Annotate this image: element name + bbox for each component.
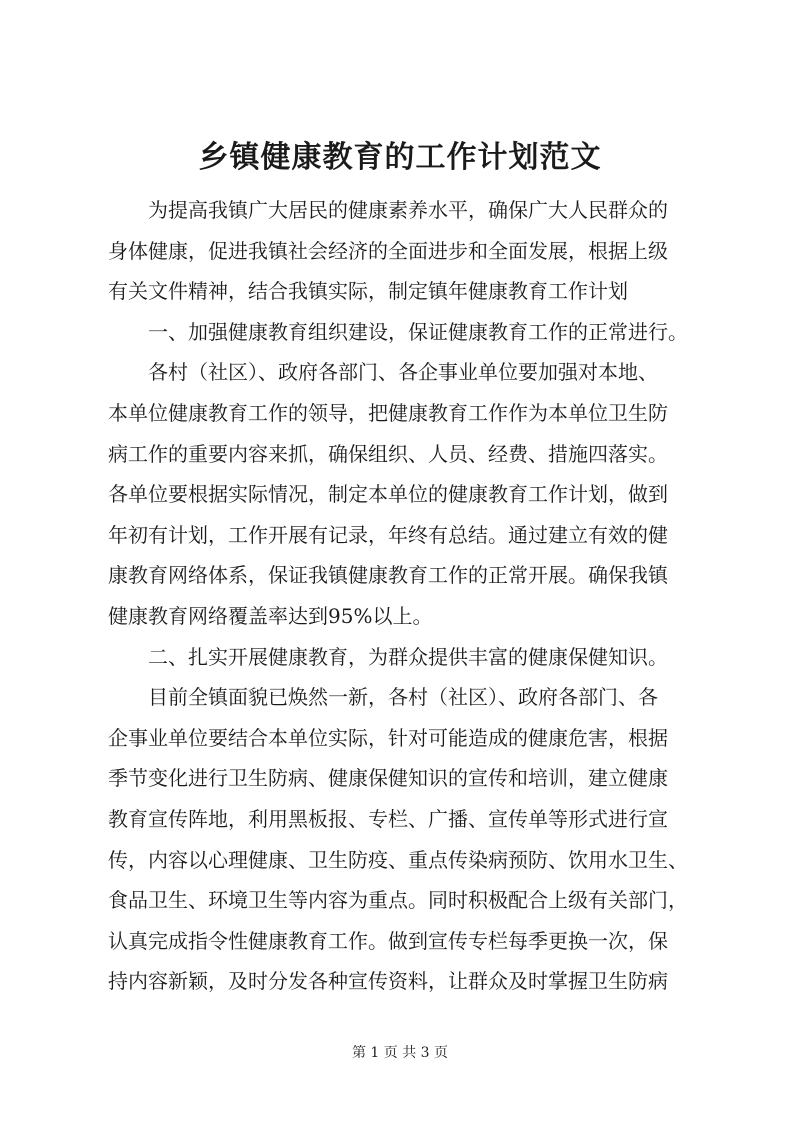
body-line-10: 康教育网络体系，保证我镇健康教育工作的正常开展。确保我镇 [108, 563, 668, 588]
document-body [108, 190, 708, 1002]
body-line-11: 健康教育网络覆盖率达到95%以上。 [108, 603, 433, 628]
body-line-16: 教育宣传阵地，利用黑板报、专栏、广播、宣传单等形式进行宣 [108, 806, 668, 831]
body-line-9: 年初有计划，工作开展有记录，年终有总结。通过建立有效的健 [108, 522, 668, 547]
body-line-20: 持内容新颖，及时分发各种宣传资料，让群众及时掌握卫生防病 [108, 969, 668, 994]
body-line-7: 病工作的重要内容来抓，确保组织、人员、经费、措施四落实。 [108, 441, 668, 466]
body-line-5: 各村（社区）、政府各部门、各企事业单位要加强对本地、 [148, 360, 658, 385]
section-heading-1: 一、加强健康教育组织建设，保证健康教育工作的正常进行。 [148, 319, 688, 344]
body-line-17: 传，内容以心理健康、卫生防疫、重点传染病预防、饮用水卫生、 [108, 847, 688, 872]
body-line-3: 有关文件精神，结合我镇实际，制定镇年健康教育工作计划 [108, 279, 628, 304]
body-line-14: 企事业单位要结合本单位实际，针对可能造成的健康危害，根据 [108, 725, 668, 750]
body-line-18: 食品卫生、环境卫生等内容为重点。同时积极配合上级有关部门， [108, 888, 688, 913]
body-line-2: 身体健康，促进我镇社会经济的全面进步和全面发展，根据上级 [108, 238, 668, 263]
body-line-19: 认真完成指令性健康教育工作。做到宣传专栏每季更换一次，保 [108, 928, 668, 953]
body-line-15: 季节变化进行卫生防病、健康保健知识的宣传和培训，建立健康 [108, 766, 668, 791]
body-line-13: 目前全镇面貌已焕然一新，各村（社区）、政府各部门、各 [148, 685, 658, 710]
body-line-8: 各单位要根据实际情况，制定本单位的健康教育工作计划，做到 [108, 482, 668, 507]
page-footer: 第 1 页 共 3 页 [351, 1045, 449, 1061]
document-title: 乡镇健康教育的工作计划范文 [198, 140, 602, 175]
section-heading-2: 二、扎实开展健康教育，为群众提供丰富的健康保健知识。 [148, 644, 668, 669]
body-line-6: 本单位健康教育工作的领导，把健康教育工作作为本单位卫生防 [108, 400, 668, 425]
body-line-1: 为提高我镇广大居民的健康素养水平，确保广大人民群众的 [148, 198, 668, 222]
